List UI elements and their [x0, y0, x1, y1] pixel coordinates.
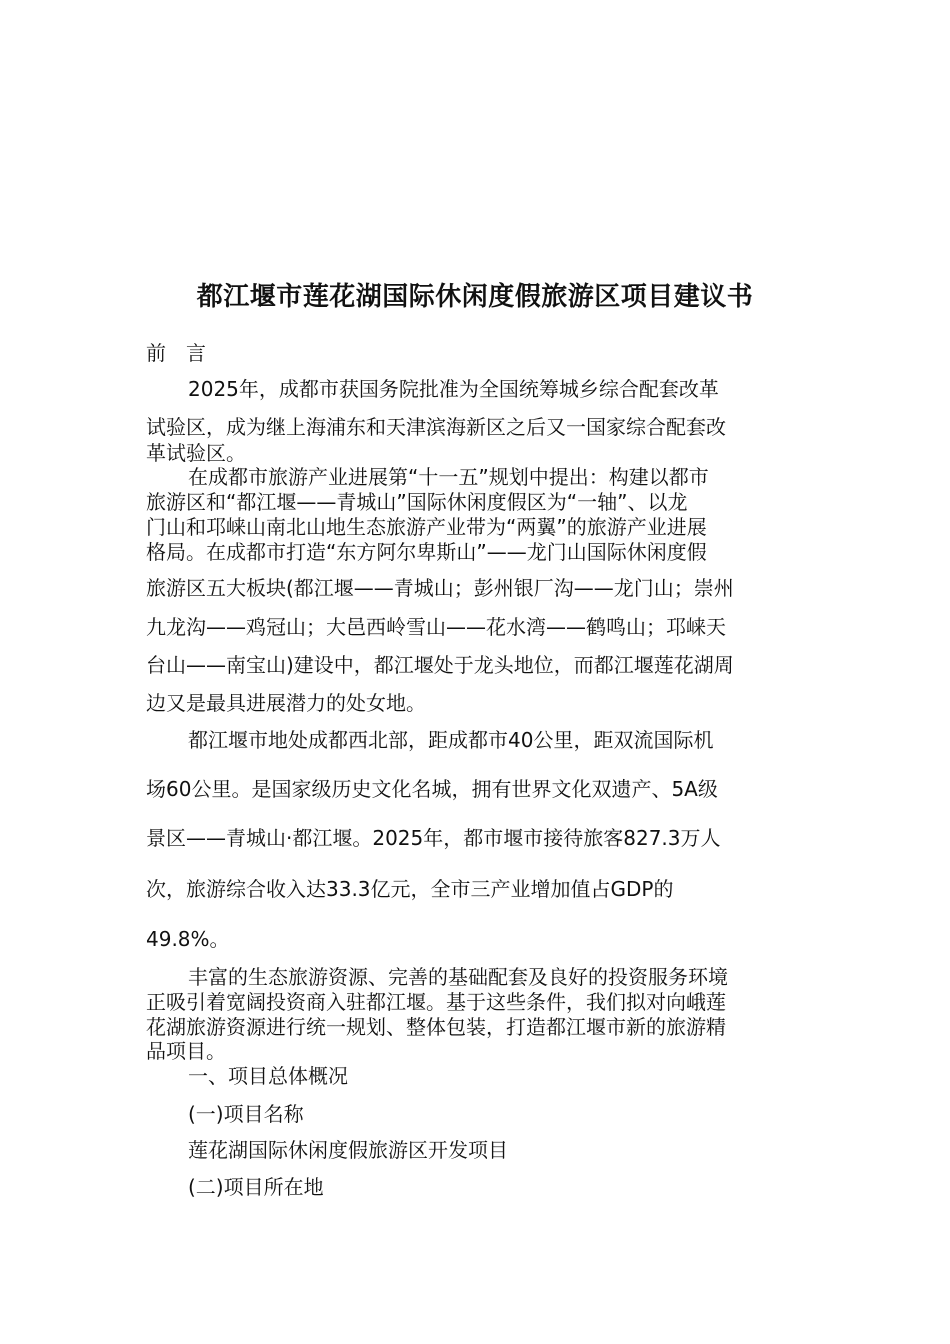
paragraph-line: 九龙沟——鸡冠山；大邑西岭雪山——花水湾——鹤鸣山；邛崃天 [146, 615, 726, 639]
paragraph-line: 正吸引着宽阔投资商入驻都江堰。基于这些条件，我们拟对向峨莲 [146, 990, 726, 1014]
paragraph-line: 边又是最具进展潜力的处女地。 [146, 691, 426, 715]
paragraph-line: 49.8%。 [146, 927, 230, 951]
paragraph-line: 花湖旅游资源进行统一规划、整体包装，打造都江堰市新的旅游精 [146, 1015, 726, 1039]
paragraph-line: 革试验区。 [146, 441, 246, 465]
paragraph-line: 丰富的生态旅游资源、完善的基础配套及良好的投资服务环境 [188, 965, 728, 989]
preface-heading: 前 言 [146, 341, 206, 365]
paragraph-line: 2025年，成都市获国务院批准为全国统筹城乡综合配套改革 [188, 377, 719, 401]
paragraph-line: 场60公里。是国家级历史文化名城，拥有世界文化双遗产、5A级 [146, 777, 718, 801]
paragraph-line: 都江堰市地处成都西北部，距成都市40公里，距双流国际机 [188, 728, 714, 752]
paragraph-line: 台山——南宝山)建设中，都江堰处于龙头地位，而都江堰莲花湖周 [146, 653, 734, 677]
subsection-heading: (一)项目名称 [188, 1102, 304, 1126]
section-heading: 一、项目总体概况 [188, 1064, 348, 1088]
paragraph-line: 旅游区和“都江堰——青城山”国际休闲度假区为“一轴”、以龙 [146, 490, 688, 514]
subsection-heading: (二)项目所在地 [188, 1175, 324, 1199]
paragraph-line: 景区——青城山·都江堰。2025年，都市堰市接待旅客827.3万人 [146, 826, 721, 850]
paragraph-line: 试验区，成为继上海浦东和天津滨海新区之后又一国家综合配套改 [146, 415, 726, 439]
paragraph-line: 门山和邛崃山南北山地生态旅游产业带为“两翼”的旅游产业进展 [146, 515, 707, 539]
paragraph-line: 次，旅游综合收入达33.3亿元，全市三产业增加值占GDP的 [146, 877, 674, 901]
document-title: 都江堰市莲花湖国际休闲度假旅游区项目建议书 [196, 282, 754, 312]
paragraph-line: 在成都市旅游产业进展第“十一五”规划中提出：构建以都市 [188, 465, 709, 489]
subsection-text: 莲花湖国际休闲度假旅游区开发项目 [188, 1138, 508, 1162]
paragraph-line: 品项目。 [146, 1039, 226, 1063]
paragraph-line: 旅游区五大板块(都江堰——青城山；彭州银厂沟——龙门山；崇州 [146, 576, 734, 600]
paragraph-line: 格局。在成都市打造“东方阿尔卑斯山”——龙门山国际休闲度假 [146, 540, 707, 564]
